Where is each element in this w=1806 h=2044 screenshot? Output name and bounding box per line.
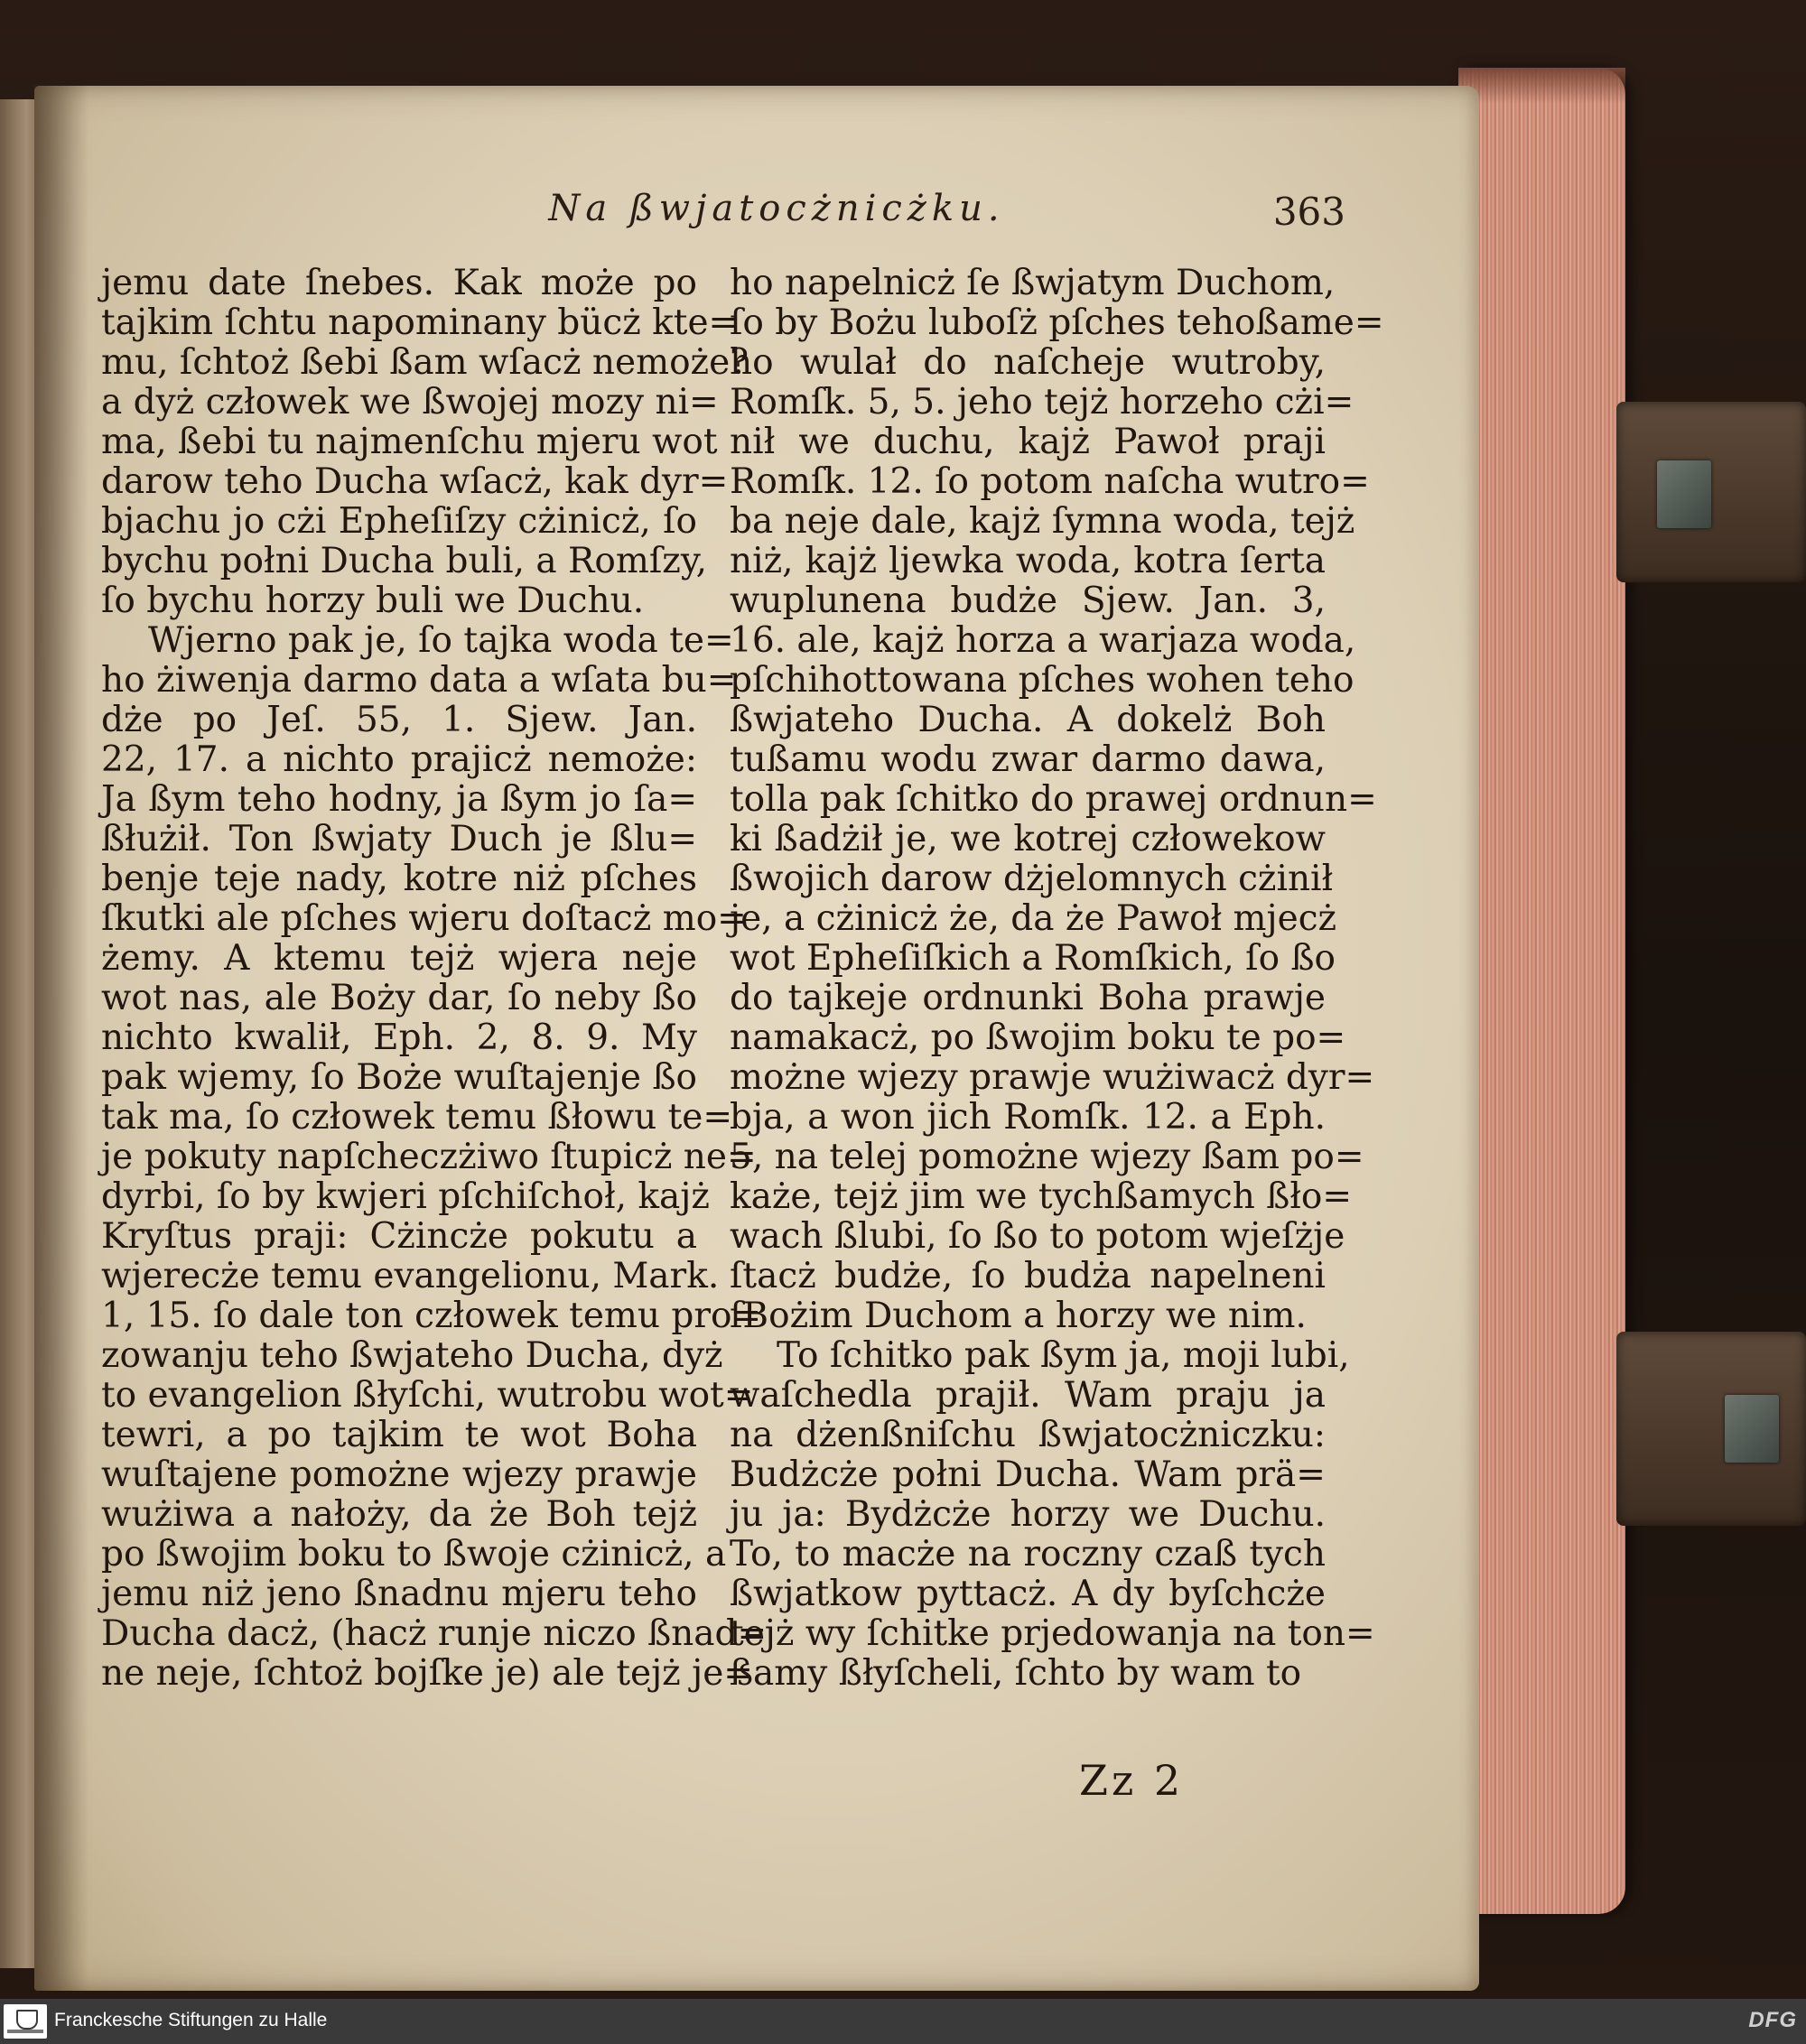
text-line: je pokuty napſcheczżiwo ſtupicż ne= <box>101 1137 757 1177</box>
text-line: bjachu jo cżi Epheſiſzy cżinicż, ſo <box>101 501 697 542</box>
text-line: pſchihottowana pſches wohen teho <box>730 660 1354 701</box>
signature-mark: Zz 2 <box>1079 1756 1185 1805</box>
text-line: ſo by Bożu luboſż pſches tehoßame= <box>730 302 1384 343</box>
dfg-logo[interactable]: DFG <box>1748 2008 1797 2032</box>
text-line: Ducha dacż, (hacż runje niczo ßnad= <box>101 1613 768 1654</box>
clasp-plate-icon <box>1725 1395 1779 1463</box>
text-line: Budżcże połni Ducha. Wam prä= <box>730 1454 1326 1495</box>
text-line: tak ma, ſo człowek temu ßłowu te= <box>101 1097 733 1138</box>
text-line: ßłużił. Ton ßwjaty Duch je ßlu= <box>101 819 697 859</box>
text-line: mu, ſchtoż ßebi ßam wſacż nemoże? <box>101 342 749 383</box>
text-line: bja, a won jich Romſk. 12. a Eph. <box>730 1097 1326 1138</box>
running-head: Na ßwjatocżnicżku. <box>548 188 1005 229</box>
clasp-plate-icon <box>1657 460 1711 528</box>
text-line: namakacż, po ßwojim boku te po= <box>730 1017 1346 1058</box>
text-line: ßwjatkow pyttacż. A dy byſchcże <box>730 1574 1326 1614</box>
text-line: tajkim ſchtu napominany bücż kte= <box>101 302 739 343</box>
text-line: ki ßadżił je, we kotrej człowekow <box>730 819 1326 859</box>
text-line: nił we duchu, kajż Pawoł praji <box>730 422 1326 462</box>
franckesche-stiftungen-logo-icon[interactable] <box>4 2004 47 2039</box>
institution-name[interactable]: Franckesche Stiftungen zu Halle <box>54 2010 328 2030</box>
text-line: jemu niż jeno ßnadnu mjeru teho <box>101 1574 697 1614</box>
page-number: 363 <box>1272 190 1345 234</box>
text-line: je, a cżinicż że, da że Pawoł mjecż <box>730 898 1337 939</box>
text-line: to evangelion ßłyſchi, wutrobu wot= <box>101 1375 754 1416</box>
text-line: ma, ßebi tu najmenſchu mjeru wot <box>101 422 718 462</box>
text-line: możne wjezy prawje wużiwacż dyr= <box>730 1057 1375 1098</box>
text-line: wot nas, ale Boży dar, ſo neby ßo <box>101 978 697 1018</box>
text-line: jemu date ſnebes. Kak może po <box>101 263 697 303</box>
lower-clasp <box>1616 1332 1806 1526</box>
upper-clasp <box>1616 402 1806 582</box>
text-line: wużiwa a nałoży, da że Boh tejż <box>101 1494 697 1535</box>
text-line: wjerecże temu evangelionu, Mark. <box>101 1256 720 1296</box>
text-line: Wjerno pak je, ſo tajka woda te= <box>148 620 734 661</box>
text-line: żemy. A ktemu tejż wjera neje <box>101 938 697 979</box>
text-line: zowanju teho ßwjateho Ducha, dyż <box>101 1335 723 1376</box>
text-line: po ßwojim boku to ßwoje cżinicż, a <box>101 1534 727 1575</box>
text-line: ſkutki ale pſches wjeru doſtacż mo= <box>101 898 747 939</box>
text-line: tewri, a po tajkim te wot Boha <box>101 1415 697 1455</box>
text-line: ßamy ßłyſcheli, ſchto by wam to <box>730 1653 1302 1694</box>
text-line: 1, 15. ſo dale ton człowek temu pro= <box>101 1296 762 1336</box>
text-line: ho wulał do naſcheje wutroby, <box>730 342 1326 383</box>
text-line: ho żiwenja darmo data a wſata bu= <box>101 660 737 701</box>
page-header <box>99 188 1345 242</box>
text-line: każe, tejż jim we tychßamych ßło= <box>730 1176 1353 1217</box>
text-line: 16. ale, kajż horza a warjaza woda, <box>730 620 1356 661</box>
text-line: wach ßlubi, ſo ßo to potom wjeſżje <box>730 1216 1345 1257</box>
text-line: bychu połni Ducha buli, a Romſzy, <box>101 541 708 581</box>
text-line: ßwojich darow dżjelomnych cżinił <box>730 859 1334 899</box>
gutter-shadow <box>34 86 88 1991</box>
red-fore-edge <box>1458 68 1625 1914</box>
text-line: pak wjemy, ſo Bożе wuſtajenje ßo <box>101 1057 697 1098</box>
text-line: ſtacż budże, ſo budża napelneni <box>730 1256 1326 1296</box>
text-line: ho napelnicż ſe ßwjatym Duchom, <box>730 263 1336 303</box>
text-line: tußamu wodu zwar darmo dawa, <box>730 739 1326 780</box>
text-line: tejż wy ſchitke prjedowanja na ton= <box>730 1613 1375 1654</box>
text-line: wuſtajene pomożne wjezy prawje <box>101 1454 697 1495</box>
text-line: tolla pak ſchitko do prawej ordnun= <box>730 779 1377 820</box>
text-line: Kryſtus praji: Cżincże pokutu a <box>101 1216 697 1257</box>
text-line: darow teho Ducha wſacż, kak dyr= <box>101 461 729 502</box>
text-line: 22, 17. a nichto prajicż nemoże: <box>101 739 697 780</box>
text-line: niż, kajż ljewka woda, kotra ſerta <box>730 541 1326 581</box>
text-line: ju ja: Bydżcże horzy we Duchu. <box>730 1494 1326 1535</box>
text-line: waſchedla prajił. Wam praju ja <box>730 1375 1326 1416</box>
text-line: ſo bychu horzy buli we Duchu. <box>101 581 645 621</box>
text-line: Romſk. 5, 5. jeho tejż horzeho cżi= <box>730 382 1354 423</box>
text-line: dże po Jeſ. 55, 1. Sjew. Jan. <box>101 700 697 740</box>
text-line: benje teje nady, kotre niż pſches <box>101 859 697 899</box>
text-line: Romſk. 12. ſo potom naſcha wutro= <box>730 461 1370 502</box>
text-line: nichto kwalił, Eph. 2, 8. 9. My <box>101 1017 697 1058</box>
text-line: na dżenßniſchu ßwjatocżniczku: <box>730 1415 1326 1455</box>
text-line: ßwjateho Ducha. A dokelż Boh <box>730 700 1326 740</box>
text-line: ne neje, ſchtoż bojſke je) ale tejż je= <box>101 1653 753 1694</box>
text-line: To, to macże na roczny czaß tych <box>730 1534 1326 1575</box>
right-text-column <box>730 263 1384 1694</box>
text-line: a dyż człowek we ßwojej mozy ni= <box>101 382 719 423</box>
text-line: wot Epheſiſkich a Romſkich, ſo ßo <box>730 938 1336 979</box>
text-line: ba neje dale, kajż ſymna woda, tejż <box>730 501 1355 542</box>
text-line: ſBożim Duchom a horzy we nim. <box>730 1296 1307 1336</box>
text-line: do tajkeje ordnunki Boha prawje <box>730 978 1326 1018</box>
left-text-column <box>101 263 768 1694</box>
text-line: To ſchitko pak ßym ja, moji lubi, <box>777 1335 1350 1376</box>
text-line: 5, na telej pomożne wjezy ßam po= <box>730 1137 1364 1177</box>
viewer-footer <box>0 1999 1806 2044</box>
text-line: dyrbi, ſo by kwjeri pſchiſchoł, kajż <box>101 1176 710 1217</box>
text-line: Ja ßym teho hodny, ja ßym jo ſa= <box>101 779 697 820</box>
text-line: wuplunena budże Sjew. Jan. 3, <box>730 581 1326 621</box>
fore-edge-shadow <box>1458 68 1625 104</box>
